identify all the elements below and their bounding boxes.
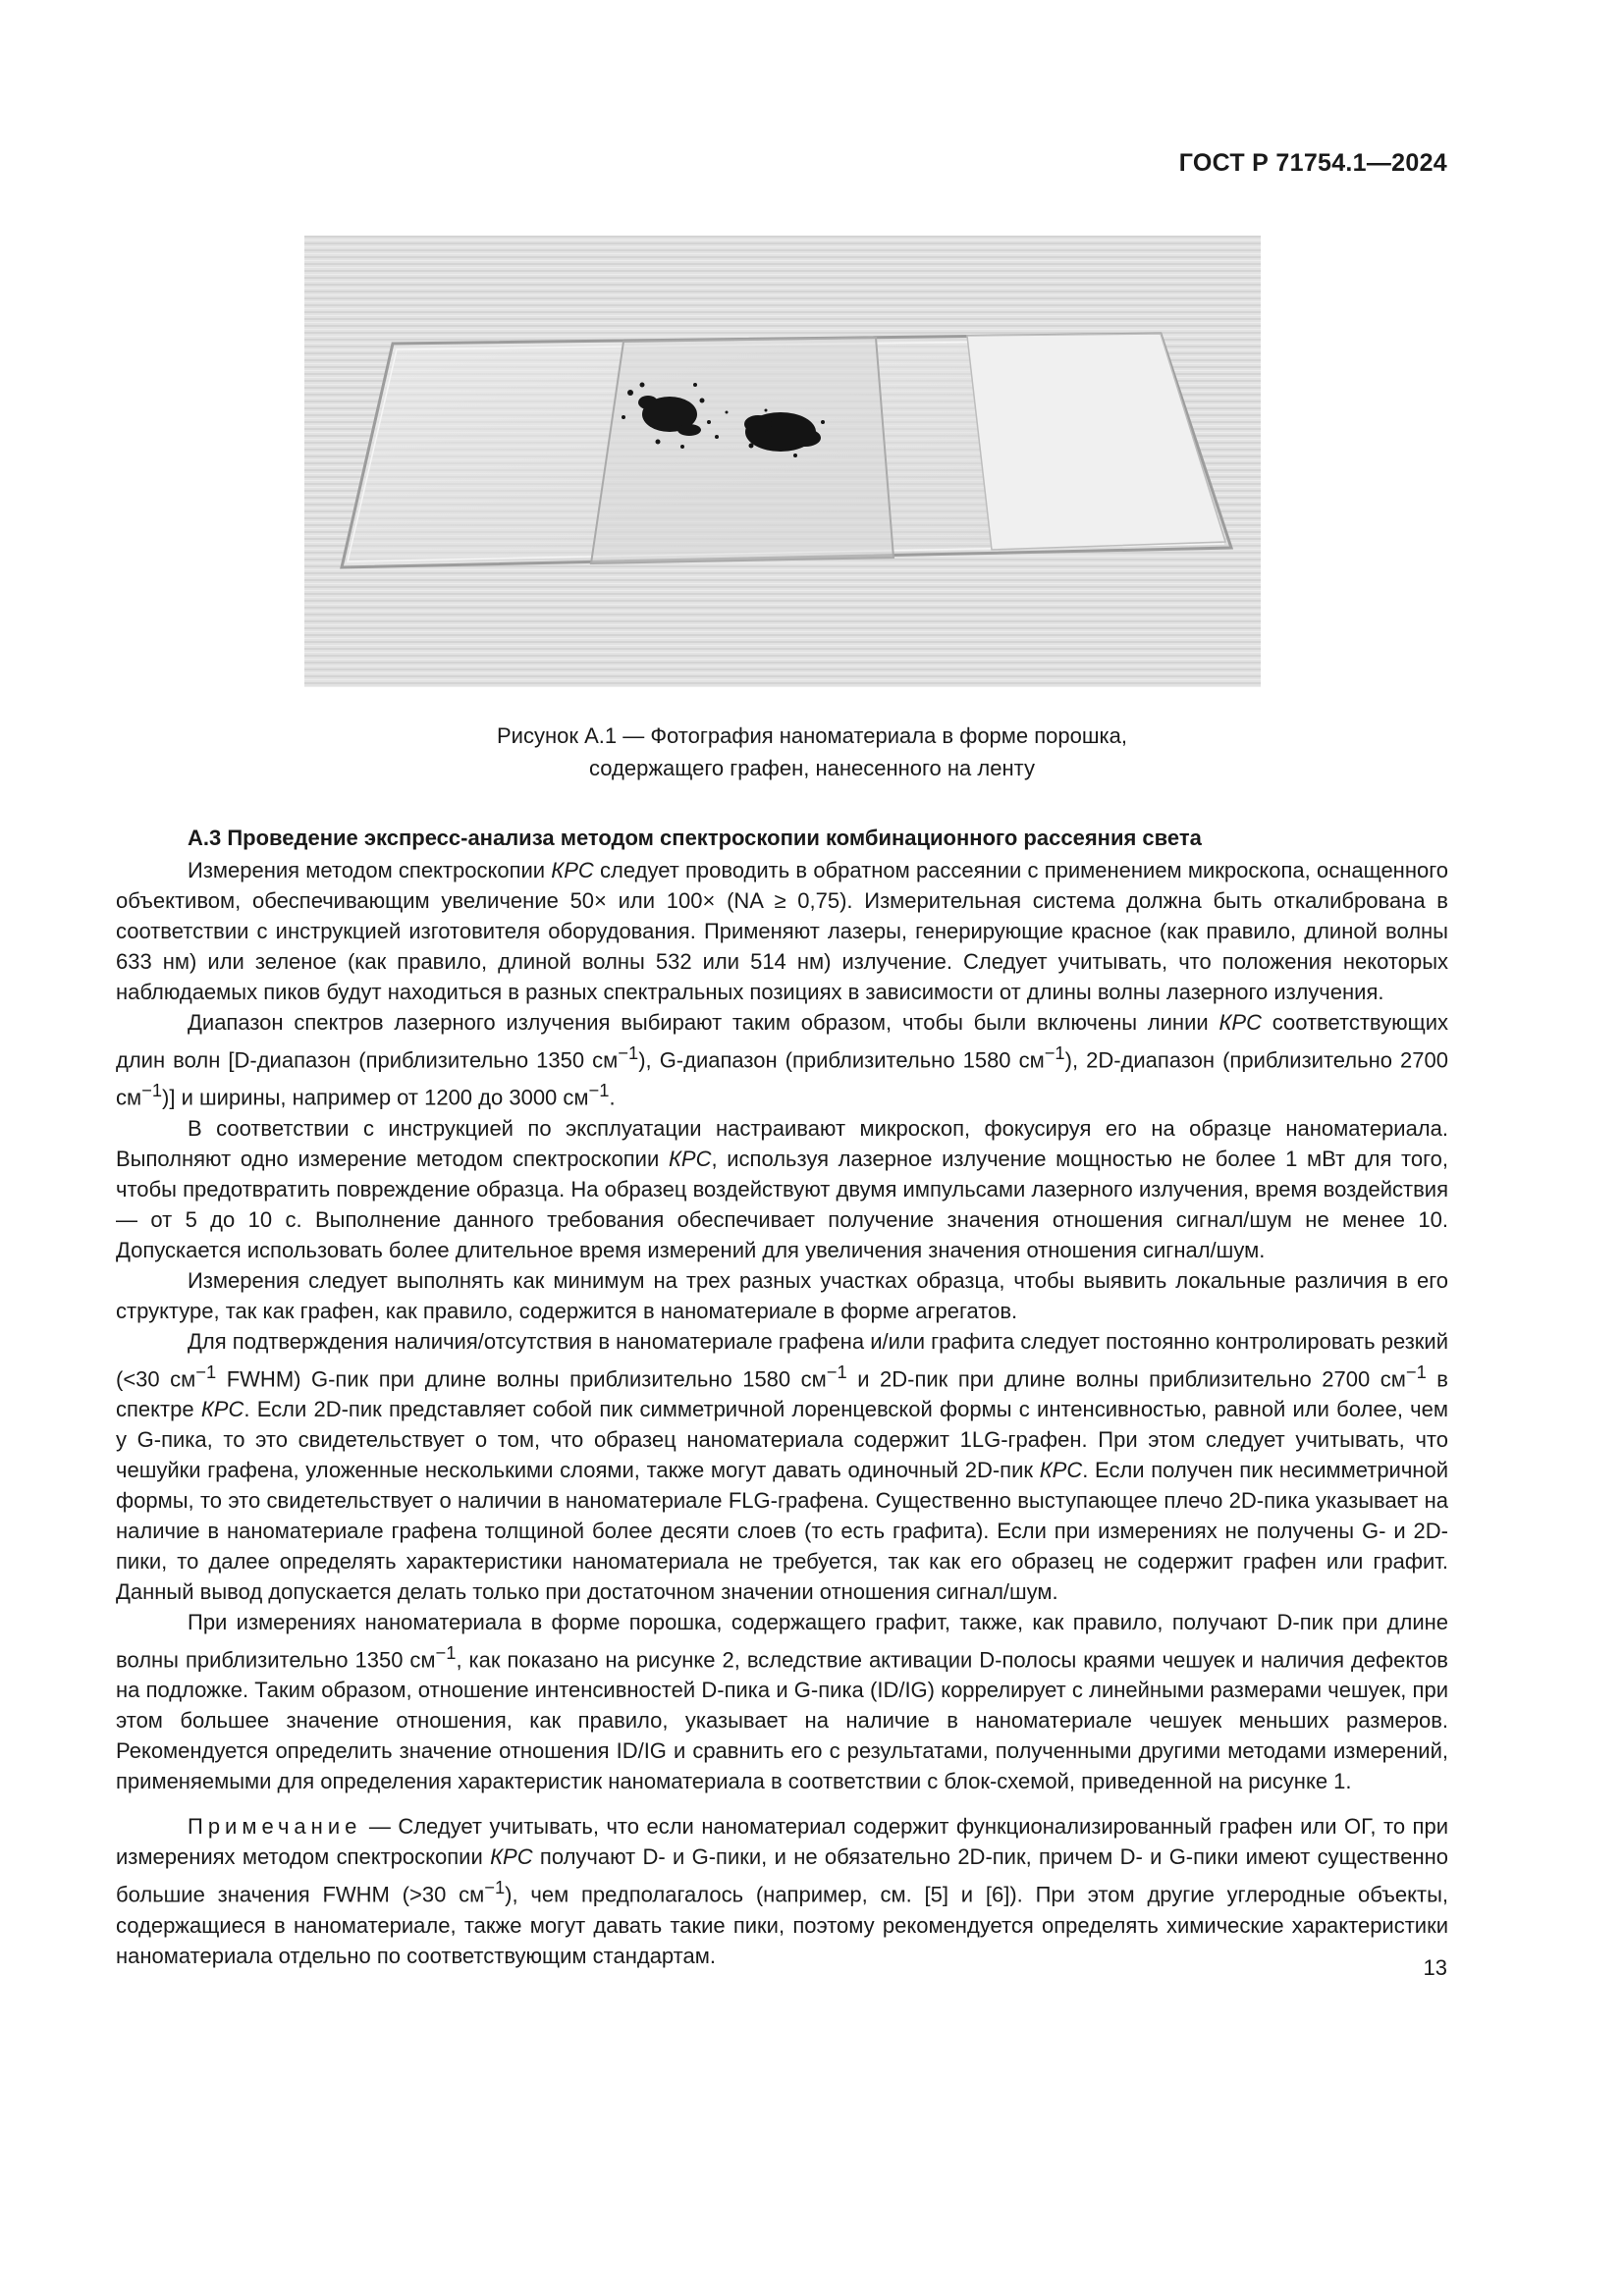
tape-strip: [591, 338, 893, 563]
note-paragraph: Примечание — Следует учитывать, что если наноматериал содержит функционализированный графен или ОГ, то при измерениях методом спектроскопии КРС получают D- и G-пики, и не обязательно 2D-пик, причем D- и G-пики имеют существенно большие значения FWHM (>30 $см^{-1}$), чем предполагалось (например, см. [5] и [6]). При этом другие углеродные объекты, содержащиеся в наноматериале, также могут давать такие пики, поэтому рекомендуется определять химические характеристики наноматериала отдельно по соответствующим стандартам.: [116, 1814, 1449, 1968]
paragraph-4: Измерения следует выполнять как минимум на трех разных участках образца, чтобы выявить локальные различия в его структуре, так как графен, как правило, содержится в наноматериале в форме агрегатов.: [116, 1267, 1448, 1323]
section-heading: А.3 Проведение экспресс-анализа методом спектроскопии комбинационного рассеяния света: [188, 826, 1202, 850]
page-number: 13: [1423, 1955, 1447, 1980]
figure-caption: [0, 720, 1624, 784]
caption-line-2: содержащего графен, нанесенного на ленту: [589, 756, 1035, 780]
paragraph-3: В соответствии с инструкцией по эксплуатации настраивают микроскоп, фокусируя его на образце наноматериала. Выполняют одно измерение методом спектроскопии КРС, используя лазерное излучение мощностью не более 1 мВт для того, чтобы предотвратить повреждение образца. На образец воздействуют двумя импульсами лазерного излучения, время воздействия — от 5 до 10 с. Выполнение данного требования обеспечивает получение значения отношения сигнал/шум не менее 10. Допускается использовать более длительное время измерений для увеличения значения отношения сигнал/шум.: [116, 1115, 1448, 1262]
paragraph-5: Для подтверждения наличия/отсутствия в наноматериале графена и/или графита следует постоянно контролировать резкий (<30 $см^{-1}$ FWHM) G-пик при длине волны приблизительно 1580 $см^{-1}$ и 2D-пик при длине волны приблизительно 2700 $см^{-1}$ в спектре КРС. Если 2D-пик представляет собой пик симметричной лоренцевской формы с интенсивностью, равной или более, чем у G-пика, то это свидетельствует о том, что образец наноматериала содержит 1LG-графен. При этом следует учитывать, что чешуйки графена, уложенные несколькими слоями, также могут давать одиночный 2D-пик КРС. Если получен пик несимметричной формы, то это свидетельствует о наличии в наноматериале FLG-графена. Существенно выступающее плечо 2D-пика указывает на наличие в наноматериале графена толщиной более десяти слоев (то есть графита). Если при измерениях не получены G- и 2D-пики, то далее определять характеристики наноматериала не требуется, так как его образец не содержит графен или графит. Данный вывод допускается делать только при достаточном значении отношения сигнал/шум.: [116, 1328, 1448, 1604]
note-label: Примечание: [188, 1814, 362, 1840]
paragraph-2: Диапазон спектров лазерного излучения выбирают таким образом, чтобы были включены линии КРС соответствующих длин волн [D-диапазон (приблизительно 1350 $см^{-1}$), G-диапазон (приблизительно 1580 $см^{-1}$), 2D-диапазон (приблизительно 2700 $см^{-1}$)] и ширины, например от 1200 до 3000 $см^{-1}$.: [116, 1010, 1448, 1110]
figure-photo: [304, 236, 1261, 687]
paragraph-6: При измерениях наноматериала в форме порошка, содержащего графит, также, как правило, получают D-пик при длине волны приблизительно 1350 $см^{-1}$, как показано на рисунке 2, вследствие активации D-полосы краями чешуек и наличия дефектов на подложке. Таким образом, отношение интенсивностей D-пика и G-пика (ID/IG) коррелирует с линейными размерами чешуек, при этом большее значение отношения, как правило, указывает на наличие в наноматериале чешуек меньших размеров. Рекомендуется определить значение отношения ID/IG и сравнить его с результатами, полученными другими методами измерений, применяемыми для определения характеристик наноматериала в соответствии с блок-схемой, приведенной на рисунке 1.: [116, 1609, 1448, 1794]
paragraph-1: Измерения методом спектроскопии КРС следует проводить в обратном рассеянии с применением микроскопа, оснащенного объективом, обеспечивающим увеличение 50× или 100× (NA ≥ 0,75). Измерительная система должна быть откалибрована в соответствии с инструкцией изготовителя оборудования. Применяют лазеры, генерирующие красное (как правило, длиной волны 633 нм) или зеленое (как правило, длиной волны 532 или 514 нм) излучение. Следует учитывать, что положения некоторых наблюдаемых пиков будут находиться в разных спектральных позициях в зависимости от длины волны лазерного излучения.: [116, 858, 1448, 1004]
section-a3: [116, 823, 1448, 1971]
standard-header: ГОСТ Р 71754.1—2024: [1178, 149, 1447, 177]
caption-line-1: Рисунок А.1 — Фотография наноматериала в форме порошка,: [496, 723, 1127, 748]
